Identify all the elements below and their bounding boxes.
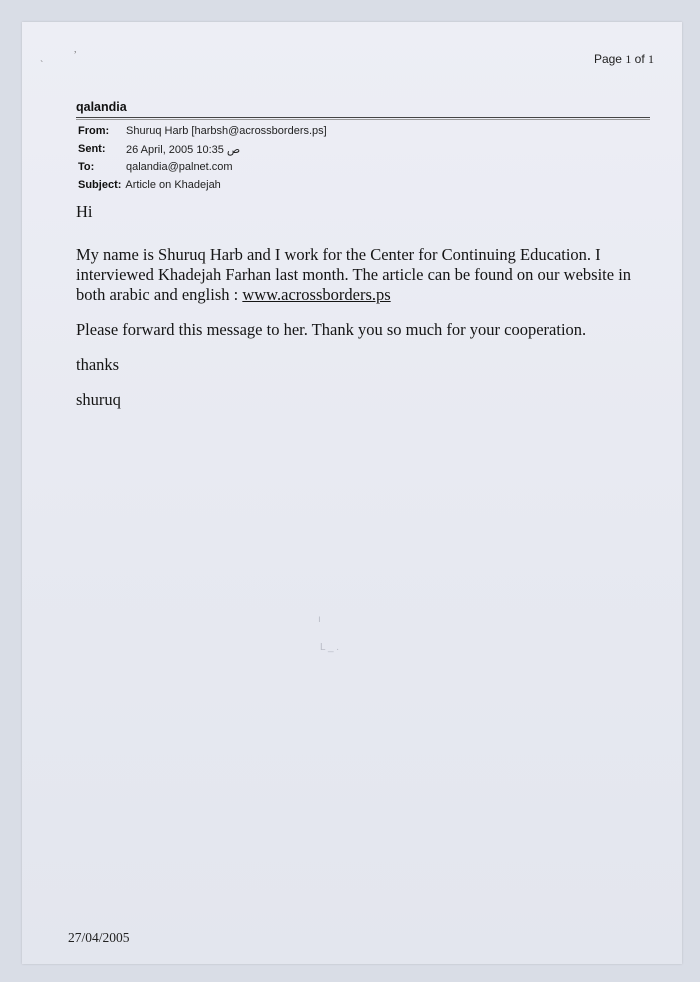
to-row bbox=[78, 158, 327, 176]
paragraph-intro-text: My name is Shuruq Harb and I work for the Center for Continuing Education. I interviewed Khadejah Farhan last month. The article can be found on our website in both arabic and english : bbox=[76, 245, 632, 304]
mailbox-name: qalandia bbox=[76, 100, 127, 114]
from-label: From: bbox=[78, 125, 110, 137]
greeting: Hi bbox=[76, 202, 93, 221]
signature: shuruq bbox=[76, 390, 121, 409]
paper-mark: , bbox=[74, 44, 77, 55]
closing: thanks bbox=[76, 355, 120, 374]
sent-row bbox=[78, 140, 327, 158]
scan-artifact: L _ . bbox=[320, 642, 340, 653]
email-headers bbox=[78, 122, 327, 194]
sent-label: Sent: bbox=[78, 143, 106, 155]
print-date: 27/04/2005 bbox=[68, 930, 130, 945]
website-link[interactable]: www.acrossborders.ps bbox=[242, 285, 391, 304]
paragraph-intro bbox=[76, 245, 656, 305]
document-page bbox=[22, 22, 682, 964]
paper-mark: ` bbox=[40, 60, 44, 71]
header-divider bbox=[76, 117, 650, 120]
sent-value: 26 April, 2005 10:35 ص bbox=[126, 143, 241, 156]
paragraph-request: Please forward this message to her. Thank you so much for your cooperation. bbox=[76, 320, 587, 339]
from-row bbox=[78, 122, 327, 140]
from-value: Shuruq Harb [harbsh@acrossborders.ps] bbox=[126, 125, 327, 137]
to-value: qalandia@palnet.com bbox=[126, 161, 233, 173]
to-label: To: bbox=[78, 161, 95, 173]
page-number: Page 1 of 1 bbox=[593, 52, 654, 66]
subject-label: Subject: bbox=[78, 179, 122, 191]
subject-value: Article on Khadejah bbox=[125, 179, 221, 191]
subject-row bbox=[78, 176, 327, 194]
scan-artifact: ı bbox=[318, 614, 321, 625]
message-body bbox=[76, 202, 656, 425]
